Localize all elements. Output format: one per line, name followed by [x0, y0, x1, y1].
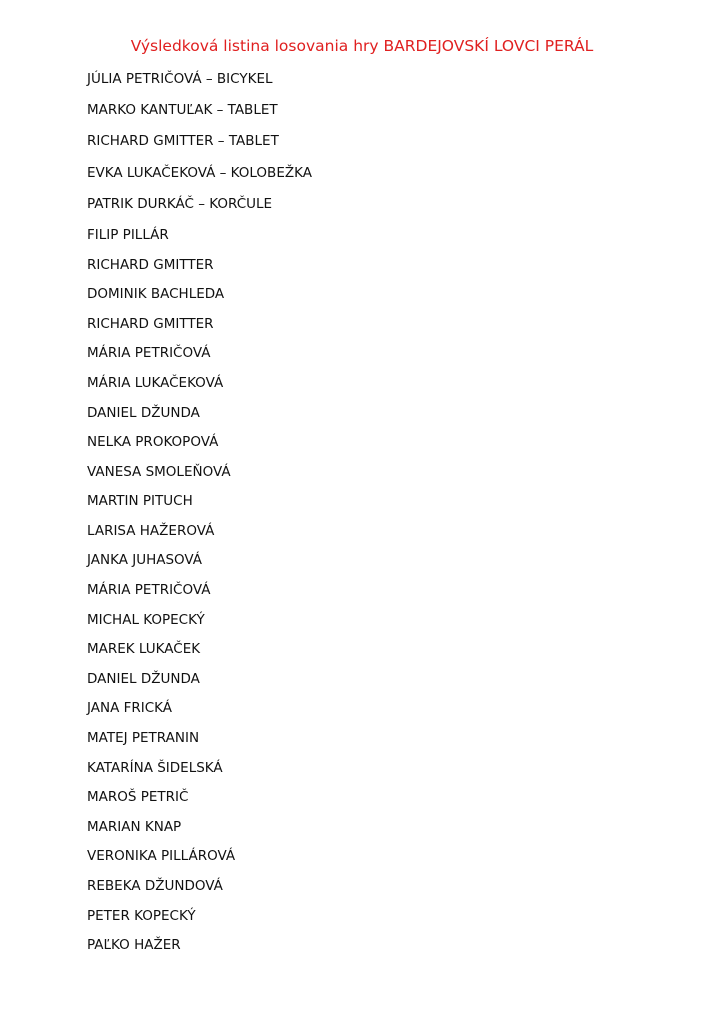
- result-item: MAROŠ PETRIČ: [87, 789, 189, 806]
- result-item: RICHARD GMITTER: [87, 315, 214, 332]
- result-item: MÁRIA PETRIČOVÁ: [87, 582, 211, 599]
- result-item: JÚLIA PETRIČOVÁ – BICYKEL: [87, 71, 273, 87]
- result-item: PATRIK DURKÁČ – KORČULE: [87, 195, 273, 212]
- result-item: PAĽKO HAŽER: [87, 937, 181, 954]
- result-item: DANIEL DŽUNDA: [87, 404, 200, 421]
- result-item: VANESA SMOLEŇOVÁ: [87, 463, 231, 480]
- results-list: [87, 68, 312, 964]
- document-title: Výsledková listina losovania hry BARDEJOVSKÍ LOVCI PERÁL: [130, 37, 594, 55]
- result-item: MARTIN PITUCH: [87, 493, 193, 510]
- result-item: MÁRIA LUKAČEKOVÁ: [87, 374, 224, 391]
- result-item: JANA FRICKÁ: [87, 700, 173, 717]
- result-item: MARIAN KNAP: [87, 818, 182, 835]
- result-item: VERONIKA PILLÁROVÁ: [87, 848, 236, 865]
- result-item: JANKA JUHASOVÁ: [87, 552, 203, 569]
- result-item: MICHAL KOPECKÝ: [87, 611, 205, 628]
- result-item: LARISA HAŽEROVÁ: [87, 522, 215, 539]
- result-item: DOMINIK BACHLEDA: [87, 286, 225, 303]
- result-item: MAREK LUKAČEK: [87, 641, 201, 658]
- result-item: EVKA LUKAČEKOVÁ – KOLOBEŽKA: [87, 164, 312, 181]
- result-item: MATEJ PETRANIN: [87, 730, 200, 747]
- result-item: DANIEL DŽUNDA: [87, 670, 200, 687]
- result-item: RICHARD GMITTER: [87, 256, 214, 273]
- result-item: RICHARD GMITTER – TABLET: [87, 133, 279, 150]
- result-item: MÁRIA PETRIČOVÁ: [87, 345, 211, 362]
- result-item: PETER KOPECKÝ: [87, 907, 196, 924]
- result-item: FILIP PILLÁR: [87, 226, 169, 243]
- result-item: REBEKA DŽUNDOVÁ: [87, 878, 223, 894]
- result-item: NELKA PROKOPOVÁ: [87, 434, 219, 451]
- result-item: MARKO KANTUĽAK – TABLET: [87, 102, 278, 119]
- result-item: KATARÍNA ŠIDELSKÁ: [87, 759, 223, 776]
